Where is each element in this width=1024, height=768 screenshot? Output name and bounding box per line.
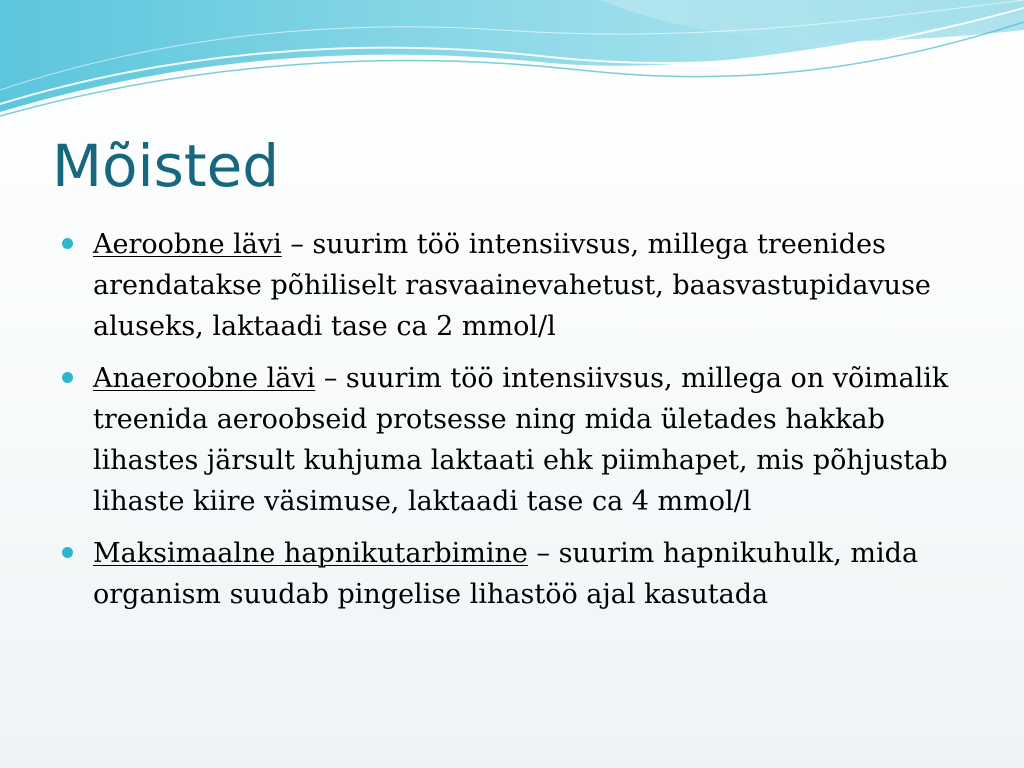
term-maksimaalne-hapnikutarbimine: Maksimaalne hapnikutarbimine	[93, 538, 528, 569]
list-item	[62, 533, 962, 615]
term-aeroobne-lavi: Aeroobne lävi	[93, 229, 282, 260]
bullet-dot-icon	[62, 547, 73, 558]
list-item	[62, 358, 962, 522]
slide-title: Mõisted	[52, 132, 280, 200]
term-anaeroobne-lavi: Anaeroobne lävi	[93, 363, 316, 394]
definition-text: – suurim töö intensiivsus, millega on võimalik treenida aeroobseid protsesse ning mida ületades hakkab lihastes järsult kuhjuma laktaati ehk piimhapet, mis põhjustab lihaste kiire väsimuse, laktaadi tase ca 4 mmol/l	[93, 363, 949, 517]
definition-text: – suurim hapnikuhulk, mida organism suudab pingelise lihastöö ajal kasutada	[93, 538, 919, 610]
bullet-dot-icon	[62, 372, 73, 383]
bullet-list	[62, 224, 962, 626]
bullet-dot-icon	[62, 238, 73, 249]
list-item	[62, 224, 962, 347]
decorative-wave-header	[0, 0, 1024, 120]
definition-text: – suurim töö intensiivsus, millega treenides arendatakse põhiliselt rasvaainevahetust, baasvastupidavuse aluseks, laktaadi tase ca 2 mmol/l	[93, 229, 931, 342]
